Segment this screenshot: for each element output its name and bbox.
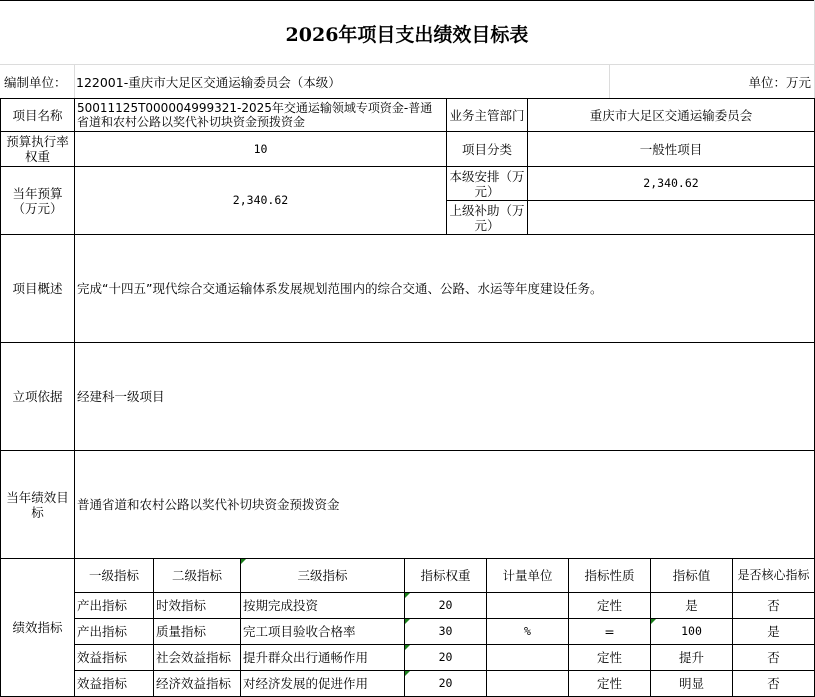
row2-unit: % [486, 618, 569, 645]
comment-marker-icon [405, 645, 410, 650]
row3-weight [404, 644, 487, 671]
budget-label: 当年预算（万元） [0, 166, 75, 235]
basis-value: 经建科一级项目 [74, 342, 815, 451]
row3-level1: 效益指标 [74, 644, 154, 671]
project-name-label: 项目名称 [0, 98, 75, 132]
row2-core: 是 [732, 618, 815, 645]
budget-value: 2,340.62 [74, 166, 447, 235]
org-value: 122001-重庆市大足区交通运输委员会（本级） [76, 74, 341, 90]
col-header-level1: 一级指标 [74, 558, 154, 593]
row2-level1: 产出指标 [74, 618, 154, 645]
row2-level2: 质量指标 [153, 618, 241, 645]
row2-value [650, 618, 733, 645]
row4-level1: 效益指标 [74, 670, 154, 697]
overview-label: 项目概述 [0, 234, 75, 343]
row4-level2: 经济效益指标 [153, 670, 241, 697]
title-row [0, 0, 815, 65]
row2-level3: 完工项目验收合格率 [240, 618, 405, 645]
row1-weight-text: 20 [438, 598, 453, 612]
goal-label: 当年绩效目标 [0, 450, 75, 559]
row3-level2: 社会效益指标 [153, 644, 241, 671]
row1-value: 是 [650, 592, 733, 619]
row3-weight-text: 20 [438, 650, 453, 664]
row1-level2: 时效指标 [153, 592, 241, 619]
col-header-core: 是否核心指标 [732, 558, 815, 593]
local-budget-label: 本级安排（万元） [446, 166, 528, 201]
row3-nature: 定性 [568, 644, 651, 671]
row2-weight [404, 618, 487, 645]
row4-nature: 定性 [568, 670, 651, 697]
gridline [609, 64, 610, 98]
category-value: 一般性项目 [527, 131, 815, 167]
row1-level3: 按期完成投资 [240, 592, 405, 619]
row2-value-text: 100 [681, 624, 702, 638]
goal-value: 普通省道和农村公路以奖代补切块资金预拨资金 [74, 450, 815, 559]
gridline [74, 64, 75, 98]
local-budget-value: 2,340.62 [527, 166, 815, 201]
col-header-level2: 二级指标 [153, 558, 241, 593]
category-label: 项目分类 [446, 131, 528, 167]
project-name-value: 50011125T000004999321-2025年交通运输领域专项资金-普通省道和农村公路以奖代补切块资金预拨资金 [74, 98, 447, 132]
row3-value: 提升 [650, 644, 733, 671]
row3-core: 否 [732, 644, 815, 671]
col-header-level3-text: 三级指标 [297, 568, 348, 583]
comment-marker-icon [651, 619, 656, 624]
comment-marker-icon [405, 593, 410, 598]
row4-unit [486, 670, 569, 697]
col-header-weight: 指标权重 [404, 558, 487, 593]
row4-weight [404, 670, 487, 697]
superior-subsidy-label: 上级补助（万元） [446, 200, 528, 235]
comment-marker-icon [405, 619, 410, 624]
comment-marker-icon [241, 559, 246, 564]
dept-label: 业务主管部门 [446, 98, 528, 132]
row3-unit [486, 644, 569, 671]
row4-core: 否 [732, 670, 815, 697]
col-header-nature: 指标性质 [568, 558, 651, 593]
row1-core: 否 [732, 592, 815, 619]
row4-weight-text: 20 [438, 676, 453, 690]
exec-weight-value: 10 [74, 131, 447, 167]
unit-label: 单位：万元 [748, 74, 811, 90]
comment-marker-icon [405, 671, 410, 676]
overview-value: 完成“十四五”现代综合交通运输体系发展规划范围内的综合交通、公路、水运等年度建设任务。 [74, 234, 815, 343]
row4-level3: 对经济发展的促进作用 [240, 670, 405, 697]
indicators-section-label: 绩效指标 [0, 558, 75, 697]
page-title: 2026年项目支出绩效目标表 [285, 23, 529, 46]
col-header-value: 指标值 [650, 558, 733, 593]
basis-label: 立项依据 [0, 342, 75, 451]
dept-value: 重庆市大足区交通运输委员会 [527, 98, 815, 132]
col-header-unit: 计量单位 [486, 558, 569, 593]
row1-level1: 产出指标 [74, 592, 154, 619]
row1-nature: 定性 [568, 592, 651, 619]
exec-weight-label: 预算执行率权重 [0, 131, 75, 167]
row3-level3: 提升群众出行通畅作用 [240, 644, 405, 671]
row1-unit [486, 592, 569, 619]
row2-nature: = [568, 618, 651, 645]
row2-weight-text: 30 [438, 624, 453, 638]
row1-weight [404, 592, 487, 619]
org-label: 编制单位： [4, 74, 67, 90]
col-header-level3 [240, 558, 405, 593]
superior-subsidy-value [527, 200, 815, 235]
row4-value: 明显 [650, 670, 733, 697]
